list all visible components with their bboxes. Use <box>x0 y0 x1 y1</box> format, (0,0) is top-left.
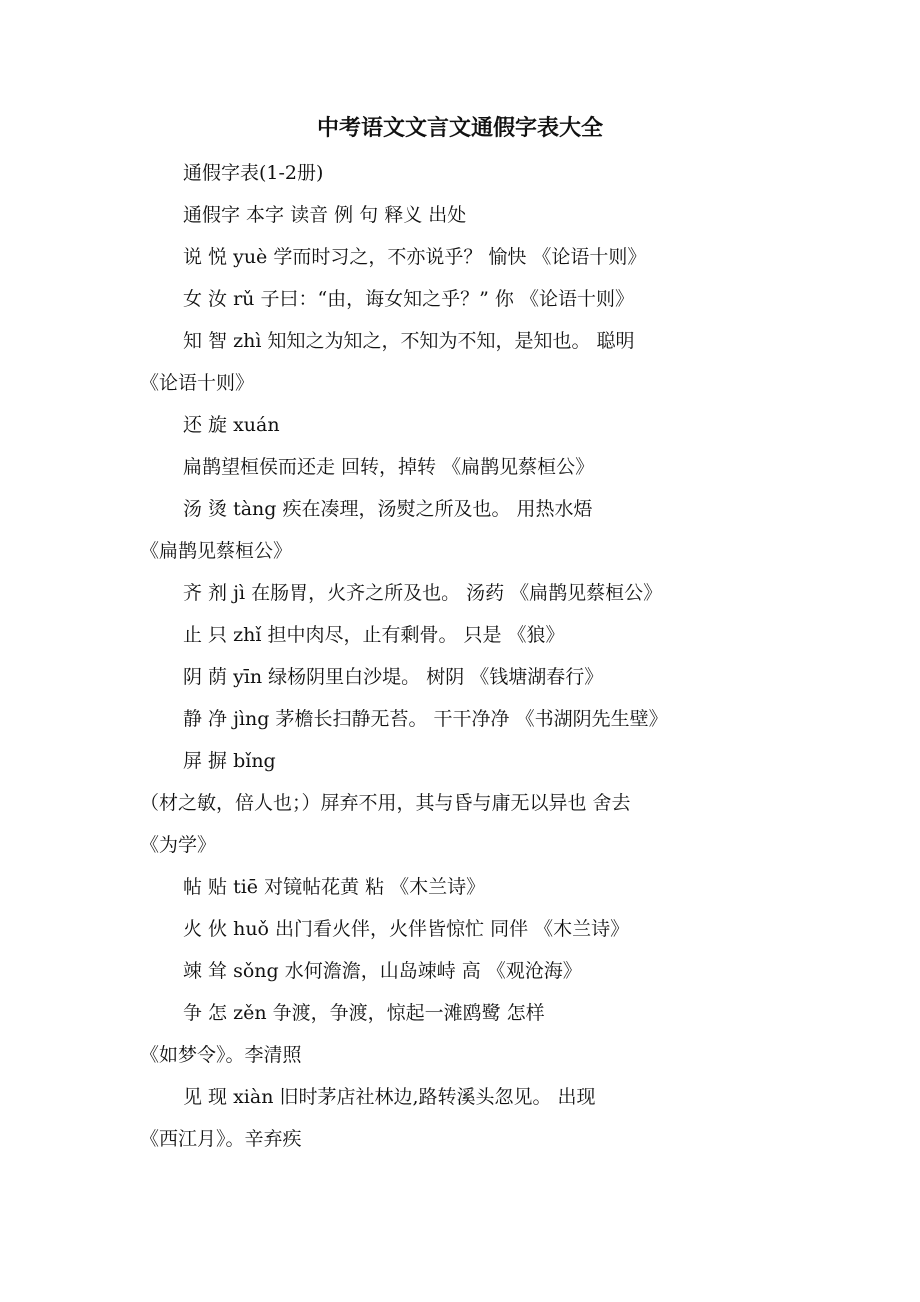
body-line: 《扁鹊见蔡桓公》 <box>140 540 293 562</box>
body-line: 帖 贴 tiē 对镜帖花黄 粘 《木兰诗》 <box>183 876 486 898</box>
body-line: 女 汝 rǔ 子曰：“由，诲女知之乎？” 你 《论语十则》 <box>183 288 634 310</box>
body-line: 竦 耸 sǒng 水何澹澹，山岛竦峙 高 《观沧海》 <box>183 960 582 982</box>
body-line: 通假字 本字 读音 例 句 释义 出处 <box>183 204 467 226</box>
body-line: 知 智 zhì 知知之为知之，不知为不知，是知也。 聪明 <box>183 330 635 352</box>
body-line: 火 伙 huǒ 出门看火伴，火伴皆惊忙 同伴 《木兰诗》 <box>183 918 630 940</box>
body-line: 《如梦令》。李清照 <box>140 1044 302 1066</box>
body-line: 静 净 jìng 茅檐长扫静无苔。 干干净净 《书湖阴先生壁》 <box>183 708 668 730</box>
body-line: 止 只 zhǐ 担中肉尽，止有剩骨。 只是 《狼》 <box>183 624 565 646</box>
body-line: 阴 荫 yīn 绿杨阴里白沙堤。 树阴 《钱塘湖春行》 <box>183 666 604 688</box>
body-line: 说 悦 yuè 学而时习之，不亦说乎？ 愉快 《论语十则》 <box>183 246 647 268</box>
body-line: 扁鹊望桓侯而还走 回转，掉转 《扁鹊见蔡桓公》 <box>183 456 595 478</box>
body-line: 见 现 xiàn 旧时茅店社林边,路转溪头忽见。 出现 <box>183 1086 596 1108</box>
body-line: 《论语十则》 <box>140 372 255 394</box>
body-line: 争 怎 zěn 争渡，争渡，惊起一滩鸥鹭 怎样 <box>183 1002 545 1024</box>
body-line: 通假字表(1-2册) <box>183 162 324 184</box>
body-line: 汤 烫 tàng 疾在凑理，汤熨之所及也。 用热水焐 <box>183 498 593 520</box>
body-line: 齐 剂 jì 在肠胃，火齐之所及也。 汤药 《扁鹊见蔡桓公》 <box>183 582 663 604</box>
body-line: （材之敏，倍人也；）屏弃不用，其与昏与庸无以异也 舍去 <box>140 792 631 814</box>
document-title: 中考语文文言文通假字表大全 <box>316 115 603 141</box>
body-line: 《为学》 <box>140 834 217 856</box>
body-line: 屏 摒 bǐng <box>183 750 276 772</box>
body-line: 还 旋 xuán <box>183 414 280 436</box>
body-line: 《西江月》。辛弃疾 <box>140 1128 302 1150</box>
